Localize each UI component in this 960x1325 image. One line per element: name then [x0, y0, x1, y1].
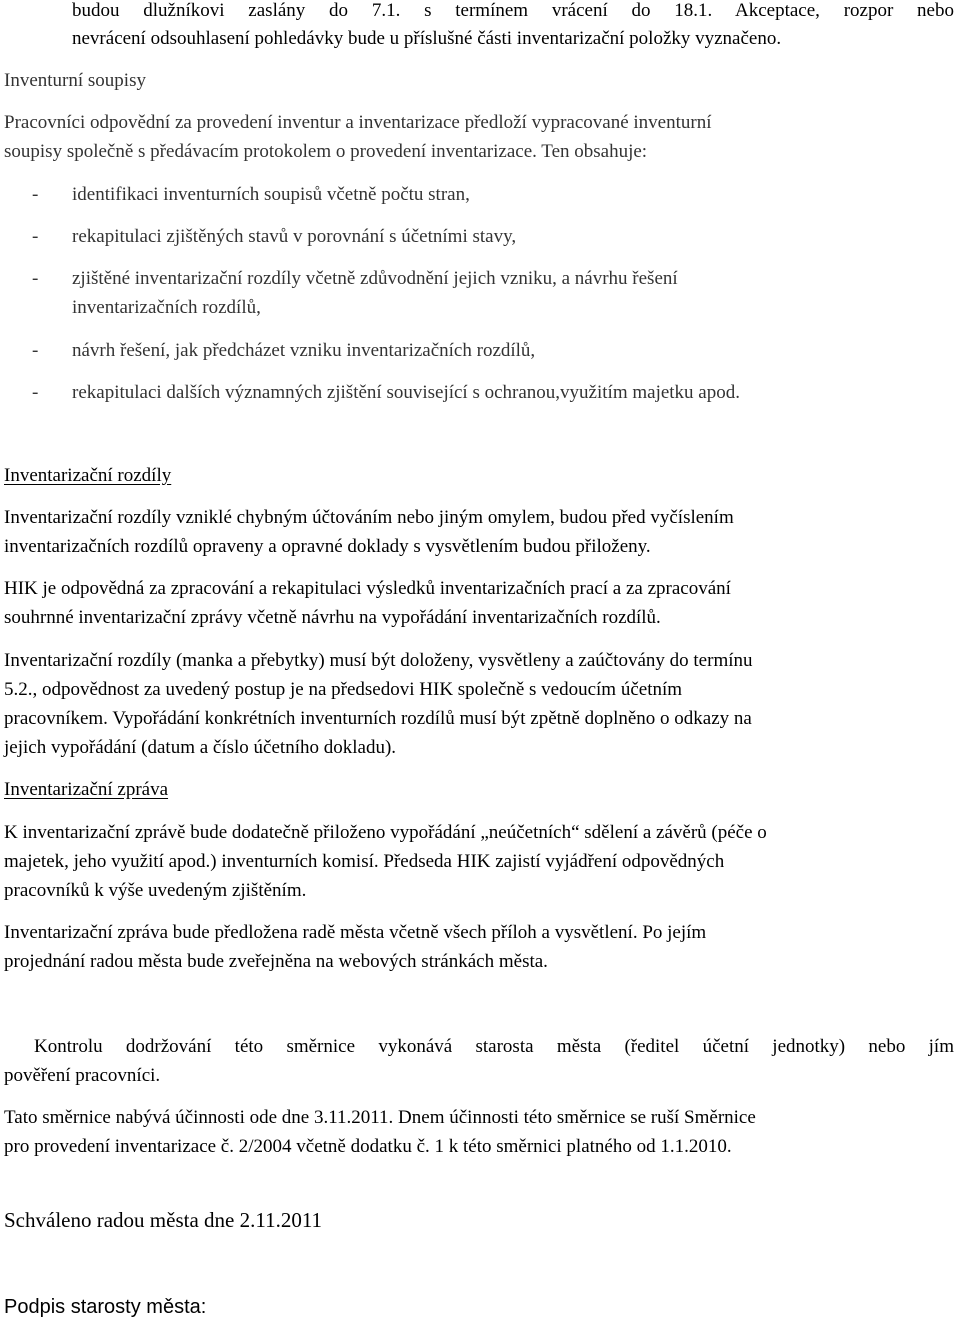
rozdily-p2-line-1: HIK je odpovědná za zpracování a rekapitulaci výsledků inventarizačních prací a za zpracování	[4, 578, 731, 599]
bullet-item: rekapitulaci zjištěných stavů v porovnání s účetními stavy,	[72, 226, 517, 247]
bullet-item: návrh řešení, jak předcházet vzniku inventarizačních rozdílů,	[72, 340, 536, 361]
bullet-dash: -	[32, 268, 39, 289]
zprava-p1-line-3: pracovníků k výše uvedeným zjištěním.	[4, 880, 307, 901]
rozdily-p2-line-2: souhrnné inventarizační zprávy včetně návrhu na vypořádání inventarizačních rozdílů.	[4, 607, 661, 628]
kontrola-line-1: Kontrolu dodržování této směrnice vykonává starosta města (ředitel účetní jednotky) nebo jím	[34, 1036, 954, 1057]
intro-line-1: budou dlužníkovi zaslány do 7.1. s termínem vrácení do 18.1. Akceptace, rozpor nebo	[72, 0, 954, 21]
soupisy-paragraph-line-2: soupisy společně s předávacím protokolem o provedení inventarizace. Ten obsahuje:	[4, 141, 648, 162]
bullet-dash: -	[32, 382, 39, 403]
zprava-p2-line-1: Inventarizační zpráva bude předložena radě města včetně všech příloh a vysvětlení. Po jejím	[4, 922, 707, 943]
zprava-p1-line-2: majetek, jeho využití apod.) inventurních komisí. Předseda HIK zajistí vyjádření odpovědných	[4, 851, 725, 872]
rozdily-p1-line-2: inventarizačních rozdílů opraveny a opravné doklady s vysvětlením budou přiloženy.	[4, 536, 651, 557]
kontrola-line-2: pověření pracovníci.	[4, 1065, 161, 1086]
approval-line: Schváleno radou města dne 2.11.2011	[4, 1208, 323, 1232]
bullet-item-continuation: inventarizačních rozdílů,	[72, 297, 261, 318]
bullet-dash: -	[32, 340, 39, 361]
zprava-p2-line-2: projednání radou města bude zveřejněna na webových stránkách města.	[4, 951, 548, 972]
bullet-dash: -	[32, 226, 39, 247]
signature-label: Podpis starosty města:	[4, 1296, 207, 1318]
section-heading-rozdily: Inventarizační rozdíly	[4, 465, 172, 486]
bullet-dash: -	[32, 184, 39, 205]
bullet-item: rekapitulaci dalších významných zjištění související s ochranou,využitím majetku apod.	[72, 382, 740, 403]
section-heading-soupisy: Inventurní soupisy	[4, 70, 146, 91]
rozdily-p3-line-4: jejich vypořádání (datum a číslo účetního dokladu).	[4, 737, 397, 758]
rozdily-p1-line-1: Inventarizační rozdíly vzniklé chybným účtováním nebo jiným omylem, budou před vyčíslením	[4, 507, 734, 528]
soupisy-paragraph-line-1: Pracovníci odpovědní za provedení inventur a inventarizace předloží vypracované inventurní	[4, 112, 712, 133]
ucinnost-line-2: pro provedení inventarizace č. 2/2004 včetně dodatku č. 1 k této směrnici platného od 1.1.2010.	[4, 1136, 732, 1157]
rozdily-p3-line-1: Inventarizační rozdíly (manka a přebytky) musí být doloženy, vysvětleny a zaúčtovány do termínu	[4, 650, 753, 671]
bullet-item: zjištěné inventarizační rozdíly včetně zdůvodnění jejich vzniku, a návrhu řešení	[72, 268, 678, 289]
bullet-item: identifikaci inventurních soupisů včetně počtu stran,	[72, 184, 470, 205]
rozdily-p3-line-2: 5.2., odpovědnost za uvedený postup je na předsedovi HIK společně s vedoucím účetním	[4, 679, 683, 700]
section-heading-zprava: Inventarizační zpráva	[4, 779, 169, 800]
ucinnost-line-1: Tato směrnice nabývá účinnosti ode dne 3.11.2011. Dnem účinnosti této směrnice se ruší Směrnice	[4, 1107, 756, 1128]
zprava-p1-line-1: K inventarizační zprávě bude dodatečně přiloženo vypořádání „neúčetních“ sdělení a závěrů (péče o	[4, 822, 767, 843]
rozdily-p3-line-3: pracovníkem. Vypořádání konkrétních inventurních rozdílů musí být zpětně doplněno o odkazy na	[4, 708, 752, 729]
intro-line-2: nevrácení odsouhlasení pohledávky bude u příslušné části inventarizační položky vyznačeno.	[72, 28, 782, 49]
